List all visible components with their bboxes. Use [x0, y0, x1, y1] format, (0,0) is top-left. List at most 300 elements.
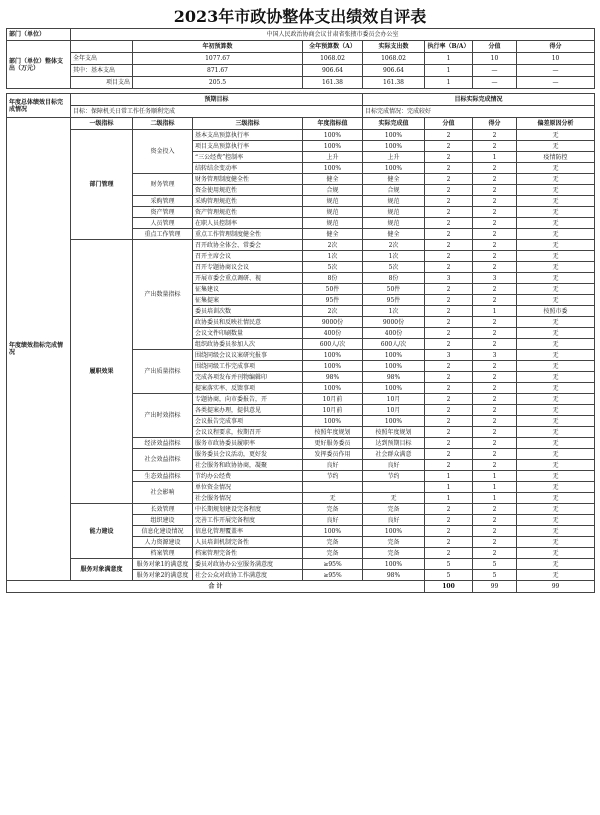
actual-value: 1次 [363, 251, 425, 262]
got-score: 2 [473, 141, 517, 152]
target-value: 1次 [303, 251, 363, 262]
actual-value: 完备 [363, 537, 425, 548]
target-value: 健全 [303, 174, 363, 185]
budget-annual: 1068.02 [303, 53, 363, 65]
actual-value: 100% [363, 383, 425, 394]
deviation-reason: 无 [517, 130, 595, 141]
l2-indicator: 社会效益指标 [133, 449, 193, 471]
table-row [7, 65, 595, 77]
deviation-reason: 无 [517, 493, 595, 504]
budget-annual: 906.64 [303, 65, 363, 77]
deviation-reason: 无 [517, 394, 595, 405]
target-value: 5次 [303, 262, 363, 273]
target-value: 按照年度规划 [303, 427, 363, 438]
l3-indicator: 组织政协委员参加人次 [193, 339, 303, 350]
l3-indicator: 社会公众对政协工作满意度 [193, 570, 303, 581]
got-score: 2 [473, 196, 517, 207]
l3-indicator: 节约办公经费 [193, 471, 303, 482]
goals-label: 年度总体绩效目标完成情况 [7, 94, 71, 118]
budget-annual: 161.38 [303, 77, 363, 89]
actual-value: 8份 [363, 273, 425, 284]
got-score: 2 [473, 537, 517, 548]
budget-actual: 161.38 [363, 77, 425, 89]
budget-header: 年初预算数 [133, 41, 303, 53]
indicator-header: 得分 [473, 118, 517, 130]
target-value: 100% [303, 130, 363, 141]
indicator-header: 实际完成值 [363, 118, 425, 130]
l2-indicator: 产出时效指标 [133, 394, 193, 438]
target-value: 100% [303, 416, 363, 427]
actual-goal: 目标完成情况：完成较好 [363, 106, 595, 118]
actual-value: 10月 [363, 394, 425, 405]
score: 1 [425, 482, 473, 493]
budget-rate: 1 [425, 77, 473, 89]
budget-header-blank [71, 41, 133, 53]
table-row [7, 559, 595, 570]
l3-indicator: 基本支出预算执行率 [193, 130, 303, 141]
budget-initial: 871.67 [133, 65, 303, 77]
l2-indicator: 长效管理 [133, 504, 193, 515]
actual-value: 2次 [363, 240, 425, 251]
l3-indicator: 社会服务情况 [193, 493, 303, 504]
deviation-reason: 无 [517, 141, 595, 152]
got-score: 1 [473, 482, 517, 493]
target-value: 2次 [303, 240, 363, 251]
target-value: 规范 [303, 218, 363, 229]
got-score: 2 [473, 416, 517, 427]
deviation-reason: 无 [517, 207, 595, 218]
l3-indicator: 围绕同级会议议案研究报事 [193, 350, 303, 361]
l3-indicator: 会议文件印刷数量 [193, 328, 303, 339]
budget-row-name: 其中：基本支出 [71, 65, 133, 77]
got-score: 2 [473, 240, 517, 251]
score: 2 [425, 284, 473, 295]
score: 2 [425, 328, 473, 339]
score: 2 [425, 141, 473, 152]
l2-indicator: 产出数量指标 [133, 240, 193, 350]
evaluation-table [6, 28, 595, 593]
l3-indicator: 围绕同级工作完成事项 [193, 361, 303, 372]
score: 2 [425, 548, 473, 559]
l3-indicator: 服务市政协委员履职率 [193, 438, 303, 449]
got-score: 2 [473, 460, 517, 471]
l3-indicator: 开展市委会重点调研、视 [193, 273, 303, 284]
score: 2 [425, 383, 473, 394]
budget-actual: 1068.02 [363, 53, 425, 65]
actual-value: 节约 [363, 471, 425, 482]
table-row [7, 29, 595, 41]
got-score: 2 [473, 130, 517, 141]
got-score: 2 [473, 526, 517, 537]
score: 2 [425, 262, 473, 273]
indicator-header: 偏差原因分析 [517, 118, 595, 130]
score: 2 [425, 515, 473, 526]
l2-indicator: 档案管理 [133, 548, 193, 559]
got-score: 2 [473, 394, 517, 405]
total-got-2: 99 [517, 581, 595, 593]
got-score: 1 [473, 471, 517, 482]
deviation-reason: 无 [517, 339, 595, 350]
deviation-reason: 无 [517, 383, 595, 394]
l2-indicator: 财务管理 [133, 174, 193, 196]
deviation-reason: 无 [517, 548, 595, 559]
got-score: 2 [473, 361, 517, 372]
indicator-header: 年度指标值 [303, 118, 363, 130]
score: 2 [425, 306, 473, 317]
target-value: 100% [303, 141, 363, 152]
got-score: 2 [473, 284, 517, 295]
budget-rate: 1 [425, 65, 473, 77]
actual-value: 社会群众满意 [363, 449, 425, 460]
target-value: 10月前 [303, 405, 363, 416]
actual-value: 100% [363, 416, 425, 427]
budget-initial: 205.5 [133, 77, 303, 89]
l2-indicator: 重点工作管理 [133, 229, 193, 240]
l3-indicator: 单位资金情况 [193, 482, 303, 493]
got-score: 2 [473, 427, 517, 438]
got-score: 2 [473, 207, 517, 218]
target-value: 发挥委员作用 [303, 449, 363, 460]
score: 2 [425, 218, 473, 229]
l3-indicator: 重点工作管理制度健全性 [193, 229, 303, 240]
table-row [7, 94, 595, 106]
l3-indicator: 资产管理规范性 [193, 207, 303, 218]
got-score: 2 [473, 449, 517, 460]
got-score: 2 [473, 174, 517, 185]
score: 2 [425, 207, 473, 218]
deviation-reason: 无 [517, 471, 595, 482]
deviation-reason: 无 [517, 251, 595, 262]
score: 3 [425, 350, 473, 361]
actual-value: 100% [363, 130, 425, 141]
deviation-reason: 无 [517, 229, 595, 240]
score: 2 [425, 185, 473, 196]
dept-value: 中国人民政治协商会议甘肃省张掖市委员会办公室 [71, 29, 595, 41]
budget-rate: 1 [425, 53, 473, 65]
deviation-reason: 无 [517, 559, 595, 570]
actual-value: 按照年度规划 [363, 427, 425, 438]
target-value [303, 482, 363, 493]
l3-indicator: 社会服务和政协协商，凝聚 [193, 460, 303, 471]
target-value: 健全 [303, 229, 363, 240]
l3-indicator: 完善工作开展完备程度 [193, 515, 303, 526]
target-value: ≥95% [303, 559, 363, 570]
l3-indicator: 召开主席会议 [193, 251, 303, 262]
l3-indicator: 中长期规划建设完备程度 [193, 504, 303, 515]
score: 3 [425, 273, 473, 284]
target-value: 100% [303, 383, 363, 394]
actual-value: 400份 [363, 328, 425, 339]
score: 2 [425, 416, 473, 427]
budget-header: 分值 [473, 41, 517, 53]
table-row [7, 581, 595, 593]
target-value: 更好服务委员 [303, 438, 363, 449]
expected-goal: 目标：保障机关日常工作任务顺利完成 [71, 106, 363, 118]
target-value: 规范 [303, 207, 363, 218]
target-value: 合规 [303, 185, 363, 196]
actual-value: 规范 [363, 196, 425, 207]
target-value: 完备 [303, 548, 363, 559]
table-row [7, 504, 595, 515]
score: 1 [425, 493, 473, 504]
deviation-reason: 无 [517, 295, 595, 306]
got-score: 1 [473, 493, 517, 504]
l2-indicator: 产出质量指标 [133, 350, 193, 394]
got-score: 5 [473, 570, 517, 581]
actual-value: 100% [363, 141, 425, 152]
score: 2 [425, 460, 473, 471]
got-score: 5 [473, 559, 517, 570]
deviation-reason: 无 [517, 438, 595, 449]
table-row [7, 41, 595, 53]
target-value: 100% [303, 361, 363, 372]
target-value: 600人/次 [303, 339, 363, 350]
table-row [7, 106, 595, 118]
budget-header: 执行率（B/A） [425, 41, 473, 53]
got-score: 2 [473, 372, 517, 383]
deviation-reason: 无 [517, 185, 595, 196]
total-score: 100 [425, 581, 473, 593]
total-got: 99 [473, 581, 517, 593]
actual-value: 1次 [363, 306, 425, 317]
l2-indicator: 资产管理 [133, 207, 193, 218]
deviation-reason: 无 [517, 240, 595, 251]
score: 2 [425, 163, 473, 174]
got-score: 1 [473, 306, 517, 317]
score: 2 [425, 438, 473, 449]
total-label: 合 计 [7, 581, 425, 593]
target-value: ≥95% [303, 570, 363, 581]
got-score: 2 [473, 383, 517, 394]
target-value: 100% [303, 163, 363, 174]
actual-value: 规范 [363, 207, 425, 218]
actual-value: 上升 [363, 152, 425, 163]
l3-indicator: 专题协商，向市委报告，开 [193, 394, 303, 405]
got-score: 2 [473, 229, 517, 240]
score: 2 [425, 317, 473, 328]
deviation-reason: 无 [517, 504, 595, 515]
got-score: 3 [473, 350, 517, 361]
got-score: 1 [473, 152, 517, 163]
l2-indicator: 经济效益指标 [133, 438, 193, 449]
l1-indicator: 部门管理 [71, 130, 133, 240]
indicators-label: 年度绩效指标完成情况 [7, 118, 71, 581]
deviation-reason: 无 [517, 163, 595, 174]
target-value: 8份 [303, 273, 363, 284]
got-score: 2 [473, 185, 517, 196]
deviation-reason: 按照市委 [517, 306, 595, 317]
l3-indicator: 项目支出预算执行率 [193, 141, 303, 152]
actual-value: 100% [363, 526, 425, 537]
l3-indicator: 服务委员会议活动，更好发 [193, 449, 303, 460]
got-score: 2 [473, 317, 517, 328]
l1-indicator: 履职效果 [71, 240, 133, 504]
actual-value: 100% [363, 350, 425, 361]
indicator-header: 一级指标 [71, 118, 133, 130]
actual-value: 50件 [363, 284, 425, 295]
l3-indicator: 财务管理制度健全性 [193, 174, 303, 185]
actual-value: 98% [363, 372, 425, 383]
l2-indicator: 服务对象1的满意度 [133, 559, 193, 570]
actual-value: 100% [363, 163, 425, 174]
l3-indicator: 资金使用规范性 [193, 185, 303, 196]
deviation-reason: 无 [517, 196, 595, 207]
l2-indicator: 资金投入 [133, 130, 193, 174]
deviation-reason: 无 [517, 482, 595, 493]
l3-indicator: 完成各项发布并刊物编辑印 [193, 372, 303, 383]
deviation-reason: 无 [517, 262, 595, 273]
score: 2 [425, 372, 473, 383]
score: 5 [425, 570, 473, 581]
budget-score: — [473, 65, 517, 77]
deviation-reason: 无 [517, 174, 595, 185]
target-value: 上升 [303, 152, 363, 163]
l1-indicator: 能力建设 [71, 504, 133, 559]
table-row [7, 53, 595, 65]
deviation-reason: 无 [517, 460, 595, 471]
target-value: 98% [303, 372, 363, 383]
target-value: 10月前 [303, 394, 363, 405]
budget-row-name: 全年支出 [71, 53, 133, 65]
actual-value: 100% [363, 559, 425, 570]
indicator-header: 三级指标 [193, 118, 303, 130]
actual-value: 良好 [363, 460, 425, 471]
l2-indicator: 生态效益指标 [133, 471, 193, 482]
target-value: 2次 [303, 306, 363, 317]
actual-value: 规范 [363, 218, 425, 229]
score: 2 [425, 174, 473, 185]
l3-indicator: 召开专题协商议会议 [193, 262, 303, 273]
budget-got: 10 [517, 53, 595, 65]
target-value: 完备 [303, 504, 363, 515]
l2-indicator: 人力资源建设 [133, 537, 193, 548]
actual-value: 合规 [363, 185, 425, 196]
score: 2 [425, 449, 473, 460]
deviation-reason: 无 [517, 570, 595, 581]
deviation-reason: 无 [517, 449, 595, 460]
score: 5 [425, 559, 473, 570]
actual-value [363, 482, 425, 493]
budget-row-name: 项目支出 [71, 77, 133, 89]
deviation-reason: 无 [517, 537, 595, 548]
table-row [7, 77, 595, 89]
l3-indicator: 政协委员和反映社情民意 [193, 317, 303, 328]
score: 2 [425, 152, 473, 163]
l2-indicator: 组织建设 [133, 515, 193, 526]
score: 1 [425, 471, 473, 482]
target-value: 50件 [303, 284, 363, 295]
target-value: 节约 [303, 471, 363, 482]
indicator-header: 分值 [425, 118, 473, 130]
actual-value: 无 [363, 493, 425, 504]
score: 2 [425, 405, 473, 416]
got-score: 2 [473, 218, 517, 229]
l3-indicator: 征集建议 [193, 284, 303, 295]
l3-indicator: 人员培训机制完备性 [193, 537, 303, 548]
score: 2 [425, 361, 473, 372]
l3-indicator: 信息化管理覆盖率 [193, 526, 303, 537]
actual-value: 10月 [363, 405, 425, 416]
l3-indicator: 档案管理完备性 [193, 548, 303, 559]
target-value: 100% [303, 526, 363, 537]
deviation-reason: 疫情防控 [517, 152, 595, 163]
budget-score: — [473, 77, 517, 89]
score: 2 [425, 130, 473, 141]
budget-score: 10 [473, 53, 517, 65]
l3-indicator: “三公经费”控制率 [193, 152, 303, 163]
actual-value: 达到预期目标 [363, 438, 425, 449]
got-score: 2 [473, 251, 517, 262]
got-score: 3 [473, 273, 517, 284]
deviation-reason: 无 [517, 515, 595, 526]
got-score: 2 [473, 328, 517, 339]
target-value: 良好 [303, 515, 363, 526]
deviation-reason: 无 [517, 526, 595, 537]
target-value: 100% [303, 350, 363, 361]
deviation-reason: 无 [517, 416, 595, 427]
l3-indicator: 采购管理规范性 [193, 196, 303, 207]
dept-label: 部门（单位） [7, 29, 71, 41]
deviation-reason: 无 [517, 361, 595, 372]
target-value: 规范 [303, 196, 363, 207]
score: 2 [425, 526, 473, 537]
actual-value: 健全 [363, 174, 425, 185]
l3-indicator: 会议议程要求，按期召开 [193, 427, 303, 438]
score: 2 [425, 229, 473, 240]
deviation-reason: 无 [517, 427, 595, 438]
score: 2 [425, 537, 473, 548]
l3-indicator: 委员对政协办公室服务满意度 [193, 559, 303, 570]
budget-header: 全年预算数（A） [303, 41, 363, 53]
actual-value: 完备 [363, 548, 425, 559]
actual-value: 5次 [363, 262, 425, 273]
target-value: 95件 [303, 295, 363, 306]
indicator-header: 二级指标 [133, 118, 193, 130]
target-value: 完备 [303, 537, 363, 548]
got-score: 2 [473, 548, 517, 559]
got-score: 2 [473, 504, 517, 515]
score: 2 [425, 295, 473, 306]
score: 2 [425, 240, 473, 251]
budget-initial: 1077.67 [133, 53, 303, 65]
actual-value: 95件 [363, 295, 425, 306]
actual-value: 良好 [363, 515, 425, 526]
got-score: 2 [473, 339, 517, 350]
target-value: 400份 [303, 328, 363, 339]
got-score: 2 [473, 405, 517, 416]
budget-header: 得分 [517, 41, 595, 53]
deviation-reason: 无 [517, 372, 595, 383]
l3-indicator: 在职人员控制率 [193, 218, 303, 229]
score: 2 [425, 339, 473, 350]
l3-indicator: 各类提案办理，提供意见 [193, 405, 303, 416]
l1-indicator: 服务对象满意度 [71, 559, 133, 581]
deviation-reason: 无 [517, 218, 595, 229]
score: 2 [425, 427, 473, 438]
score: 2 [425, 251, 473, 262]
l2-indicator: 人员管理 [133, 218, 193, 229]
actual-value: 600人/次 [363, 339, 425, 350]
actual-value: 完备 [363, 504, 425, 515]
score: 2 [425, 196, 473, 207]
got-score: 2 [473, 295, 517, 306]
got-score: 2 [473, 262, 517, 273]
l2-indicator: 信息化建设情况 [133, 526, 193, 537]
deviation-reason: 无 [517, 273, 595, 284]
budget-label: 部门（单位）整体支出（万元） [7, 41, 71, 89]
l3-indicator: 征集提案 [193, 295, 303, 306]
l2-indicator: 采购管理 [133, 196, 193, 207]
